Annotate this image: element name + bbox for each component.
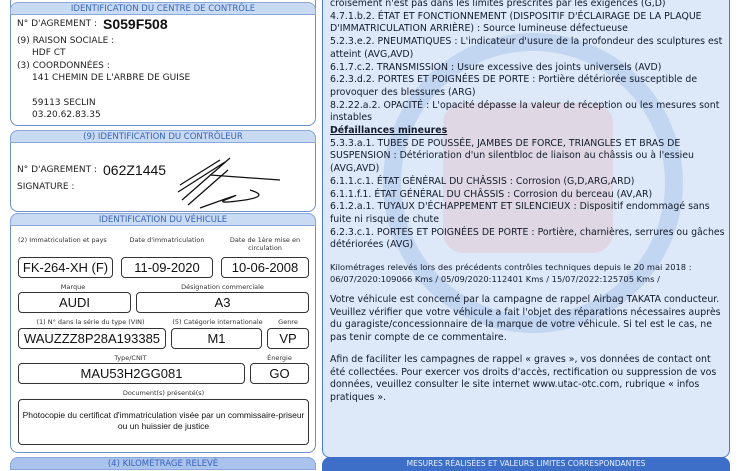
defect-item: 6.1.7.c.2. TRANSMISSION : Usure excessive des joints universels (AVD): [330, 61, 662, 73]
minor-defect-item: 6.1.2.a.1. TUYAUX D'ÉCHAPPEMENT ET SILENCIEUX : Dispositif endommagé sans fuite ni risque de chute: [330, 201, 710, 225]
centre-header: IDENTIFICATION DU CENTRE DE CONTRÔLE: [10, 2, 316, 15]
defect-item: 5.2.3.e.2. PNEUMATIQUES : L'indicateur d'usure de la profondeur des sculptures est atteint (AVG,AVD): [330, 36, 723, 60]
centre-agrement: S059F508: [103, 16, 168, 32]
raison-label: (9) RAISON SOCIALE :: [17, 36, 115, 46]
date-circ-label: Date de 1ère mise en circulation: [229, 236, 301, 252]
documents-label: Document(s) présenté(s): [122, 389, 205, 397]
marque-value: AUDI: [18, 292, 131, 313]
energie-label: Énergie: [267, 354, 292, 362]
kilometrage-header: (4) KILOMÉTRAGE RELEVÉ: [10, 457, 316, 470]
km-history: Kilométrages relevés lors des précédents contrôles techniques depuis le 20 mai 2018 : 06/07/2020:109066 Kms / 05/09/2020:112401 Kms / 15/07/2022:125705 Kms /: [330, 262, 692, 285]
coord-label: (3) COORDONNÉES :: [17, 61, 110, 71]
controleur-header: (9) IDENTIFICATION DU CONTRÔLEUR: [10, 130, 316, 143]
type-label: Type/CNIT: [114, 354, 147, 362]
minor-defect-item: 6.1.1.f.1. ÉTAT GÉNÉRAL DU CHÂSSIS : Corrosion du berceau (AV,AR): [330, 188, 653, 200]
privacy-notice: Afin de faciliter les campagnes de rappel « graves », vos données de contact ont été collectées. Pour exercer vos droits d'accès, rectification ou suppression de vos données, veuillez consulter le site internet www.utac-otc.com, rubrique « infos pratiques ».: [330, 353, 717, 403]
controleur-agrement-label: N° D'AGREMENT :: [17, 165, 97, 175]
marque-label: Marque: [60, 283, 86, 291]
centre-agrement-label: N° D'AGREMENT :: [17, 19, 97, 29]
minor-defects-title: Défaillances mineures: [330, 125, 448, 137]
categorie-label: (5) Catégorie internationale: [172, 318, 263, 326]
address-line2: 59113 SECLIN: [32, 98, 96, 108]
controleur-agrement: 062Z1445: [103, 162, 167, 178]
genre-label: Genre: [278, 318, 298, 326]
categorie-value: M1: [171, 328, 262, 349]
date-circ-value: 10-06-2008: [221, 257, 309, 278]
date-immat-label: Date d'immatriculation: [129, 236, 205, 244]
vin-value: WAUZZZ8P28A193385: [18, 328, 166, 349]
genre-value: VP: [267, 328, 309, 349]
defects-panel: [322, 0, 730, 458]
vin-label: (1) N° dans la série du type (VIN): [36, 318, 145, 326]
address-line1: 141 CHEMIN DE L'ARBRE DE GUISE: [32, 73, 191, 83]
minor-defect-item: 5.3.3.a.1. TUBES DE POUSSÉE, JAMBES DE FORCE, TRIANGLES ET BRAS DE SUSPENSION : Détérioration d'un silentbloc de liaison au châssis ou à l'essieu (AVG,AVD): [330, 137, 694, 175]
energie-value: GO: [250, 363, 309, 384]
signature-image: [170, 150, 290, 210]
designation-value: A3: [136, 292, 309, 313]
defect-item: 6.2.3.d.2. PORTES ET POIGNÉES DE PORTE : Portière détériorée susceptible de provoquer des blessures (ARG): [330, 74, 698, 98]
defect-item: croisement n'est pas dans les limites prescrites par les exigences (G,D): [330, 0, 666, 9]
type-value: MAU53H2GG081: [18, 363, 245, 384]
designation-label: Désignation commerciale: [181, 283, 264, 291]
date-immat-value: 11-09-2020: [121, 257, 213, 278]
immat-value: FK-264-XH (F): [18, 257, 113, 278]
defects-list: [330, 0, 728, 405]
mesures-header: MESURES RÉALISÉES ET VALEURS LIMITES CORRESPONDANTES: [322, 457, 730, 471]
defect-item: 4.7.1.b.2. ÉTAT ET FONCTIONNEMENT (DISPOSITIF D'ÉCLAIRAGE DE LA PLAQUE D'IMMATRICULATION ARRIÈRE) : Source lumineuse défectueuse: [330, 10, 702, 35]
vehicule-header: IDENTIFICATION DU VÉHICULE: [10, 213, 316, 226]
immat-label: (2) Immatriculation et pays: [18, 236, 107, 244]
raison-value: HDF CT: [32, 48, 66, 58]
minor-defect-item: 6.1.1.c.1. ÉTAT GÉNÉRAL DU CHÂSSIS : Corrosion (G,D,ARG,ARD): [330, 175, 635, 187]
recall-notice: Votre véhicule est concerné par la campagne de rappel Airbag TAKATA conducteur. Veuillez vérifier que votre véhicule a fait l'objet des réparations nécessaires auprès du garagiste/concessionnaire de la marque de votre véhicule. Si tel est le cas, ne pas tenir compte de ce commentaire.: [330, 294, 721, 344]
minor-defect-item: 6.2.3.c.1. PORTES ET POIGNÉES DE PORTE : Portière, charnières, serrures ou gâches détériorées (AVG): [330, 226, 725, 251]
documents-value: Photocopie du certificat d'immatriculation visée par un commissaire-priseur ou un huissier de justice: [18, 399, 309, 445]
defect-item: 8.2.22.a.2. OPACITÉ : L'opacité dépasse la valeur de réception ou les mesures sont instables: [330, 99, 720, 124]
phone: 03.20.62.83.35: [32, 110, 101, 120]
signature-label: SIGNATURE :: [17, 182, 75, 192]
